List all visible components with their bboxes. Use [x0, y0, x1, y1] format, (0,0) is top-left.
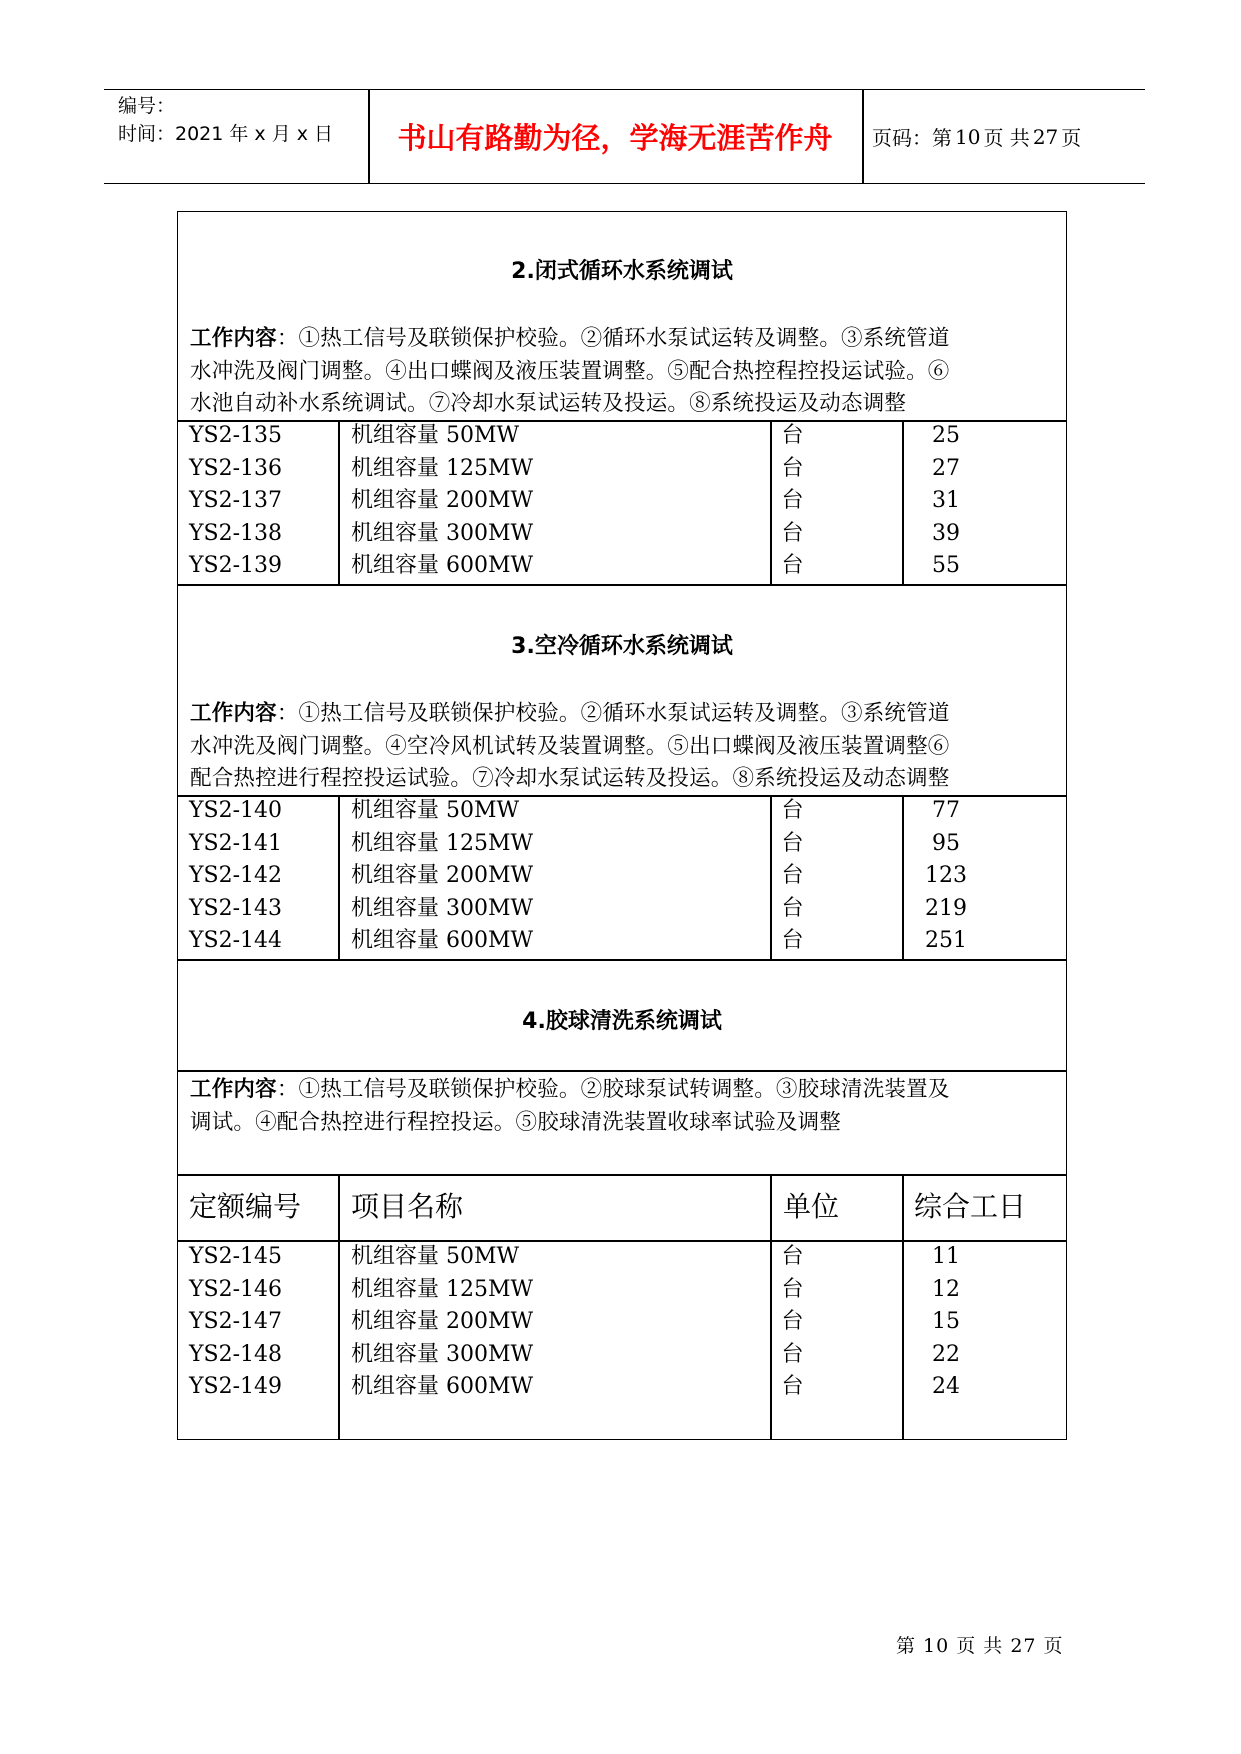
table-row: [178, 860, 1066, 893]
item-name-cell: 机组容量 125MW: [351, 1276, 534, 1302]
workdays-cell: 219: [925, 895, 967, 921]
unit-cell: 台: [781, 928, 804, 954]
quota-code-cell: YS2-135: [189, 423, 283, 448]
table-row: [178, 518, 1066, 551]
item-name-cell: 机组容量 125MW: [351, 455, 534, 481]
table-row: [178, 485, 1066, 518]
workdays-cell: 55: [932, 553, 960, 579]
section-title: 4.胶球清洗系统调试: [522, 1009, 722, 1034]
header-unit: 单位: [783, 1190, 840, 1223]
work-content: [190, 698, 1060, 796]
item-name-cell: 机组容量 200MW: [351, 488, 534, 514]
table-row: [178, 453, 1066, 486]
work-content-line: 工作内容：①热工信号及联锁保护校验。②胶球泵试转调整。③胶球清洗装置及: [190, 1077, 950, 1102]
item-name-cell: 机组容量 600MW: [351, 928, 534, 954]
item-name-cell: 机组容量 50MW: [351, 423, 520, 448]
item-name-cell: 机组容量 600MW: [351, 1374, 534, 1400]
item-name-cell: 机组容量 600MW: [351, 553, 534, 579]
quota-code-cell: YS2-140: [189, 798, 283, 823]
unit-cell: 台: [781, 895, 804, 921]
table-row: [178, 925, 1066, 958]
table-row: [178, 1241, 1066, 1274]
work-content-line: 水池自动补水系统调试。⑦冷却水泵试运转及投运。⑧系统投运及动态调整: [190, 391, 907, 416]
unit-cell: 台: [781, 1309, 804, 1335]
table-header: [178, 1174, 1066, 1240]
table-row: [178, 795, 1066, 828]
row-divider: [178, 584, 1066, 586]
quota-code-cell: YS2-145: [189, 1244, 283, 1269]
row-divider: [178, 1070, 1066, 1072]
unit-cell: 台: [781, 1341, 804, 1367]
unit-cell: 台: [781, 798, 804, 823]
workdays-cell: 12: [932, 1276, 960, 1302]
header-name: 项目名称: [351, 1190, 464, 1223]
workdays-cell: 251: [925, 928, 967, 954]
item-name-cell: 机组容量 300MW: [351, 520, 534, 546]
quota-code-cell: YS2-137: [189, 488, 283, 514]
workdays-cell: 31: [932, 488, 960, 514]
unit-cell: 台: [781, 520, 804, 546]
document-code-label: 编号：: [118, 95, 176, 117]
item-name-cell: 机组容量 50MW: [351, 798, 520, 823]
document-time: 时间：2021 年 x 月 x 日: [118, 123, 334, 145]
work-content-line: 工作内容：①热工信号及联锁保护校验。②循环水泵试运转及调整。③系统管道: [190, 326, 950, 351]
unit-cell: 台: [781, 1244, 804, 1269]
header-meta: [118, 92, 333, 148]
workdays-cell: 11: [932, 1244, 960, 1269]
quota-code-cell: YS2-142: [189, 863, 283, 889]
work-content-label: 工作内容: [190, 1077, 277, 1102]
workdays-cell: 22: [932, 1341, 960, 1367]
item-name-cell: 机组容量 125MW: [351, 830, 534, 856]
unit-cell: 台: [781, 488, 804, 514]
workdays-cell: 15: [932, 1309, 960, 1335]
unit-cell: 台: [781, 553, 804, 579]
item-name-cell: 机组容量 300MW: [351, 895, 534, 921]
table-row: [178, 828, 1066, 861]
page-suffix: 页: [1061, 126, 1082, 150]
quota-code-cell: YS2-141: [189, 830, 283, 856]
quota-table: [177, 211, 1067, 1440]
quota-code-cell: YS2-143: [189, 895, 283, 921]
page-header: [104, 89, 1145, 184]
unit-cell: 台: [781, 1374, 804, 1400]
work-content-label: 工作内容: [190, 701, 277, 726]
quota-code-cell: YS2-144: [189, 928, 283, 954]
workdays-cell: 95: [932, 830, 960, 856]
header-page-number: [872, 90, 1081, 183]
quota-code-cell: YS2-146: [189, 1276, 283, 1302]
workdays-cell: 25: [932, 423, 960, 448]
item-name-cell: 机组容量 200MW: [351, 863, 534, 889]
work-content-label: 工作内容: [190, 326, 277, 351]
table-row: [178, 420, 1066, 453]
quota-code-cell: YS2-147: [189, 1309, 283, 1335]
row-divider: [178, 959, 1066, 961]
page-prefix: 页码：第: [872, 126, 952, 150]
item-name-cell: 机组容量 200MW: [351, 1309, 534, 1335]
quota-code-cell: YS2-139: [189, 553, 283, 579]
workdays-cell: 24: [932, 1374, 960, 1400]
table-row: [178, 1339, 1066, 1372]
table-row: [178, 1371, 1066, 1404]
work-content: [190, 323, 1060, 421]
work-content-line: 调试。④配合热控进行程控投运。⑤胶球清洗装置收球率试验及调整: [190, 1109, 842, 1135]
item-name-cell: 机组容量 50MW: [351, 1244, 520, 1269]
header-motto: 书山有路勤为径，学海无涯苦作舟: [397, 121, 833, 155]
table-row: [178, 1274, 1066, 1307]
unit-cell: 台: [781, 455, 804, 481]
quota-code-cell: YS2-149: [189, 1374, 283, 1400]
header-code: 定额编号: [189, 1190, 302, 1223]
workdays-cell: 27: [932, 455, 960, 481]
page-current: 10: [955, 124, 981, 149]
page-footer: 第 10 页 共 27 页: [896, 1635, 1064, 1657]
table-row: [178, 550, 1066, 583]
unit-cell: 台: [781, 830, 804, 856]
section-title: 2.闭式循环水系统调试: [511, 259, 733, 284]
workdays-cell: 77: [932, 798, 960, 823]
table-row: [178, 893, 1066, 926]
section-title: 3.空冷循环水系统调试: [511, 634, 733, 659]
work-content-line: 水冲洗及阀门调整。④空冷风机试转及装置调整。⑤出口蝶阀及液压装置调整⑥: [190, 733, 950, 759]
work-content: [190, 1074, 1060, 1139]
unit-cell: 台: [781, 423, 804, 448]
unit-cell: 台: [781, 863, 804, 889]
work-content-line: 水冲洗及阀门调整。④出口蝶阀及液压装置调整。⑤配合热控程控投运试验。⑥: [190, 358, 950, 384]
table-row: [178, 1306, 1066, 1339]
item-name-cell: 机组容量 300MW: [351, 1341, 534, 1367]
page-mid: 页 共: [983, 126, 1030, 150]
work-content-line: 配合热控进行程控投运试验。⑦冷却水泵试运转及投运。⑧系统投运及动态调整: [190, 766, 950, 791]
workdays-cell: 123: [925, 863, 967, 889]
quota-code-cell: YS2-136: [189, 455, 283, 481]
page-total: 27: [1032, 124, 1059, 149]
header-divider: [862, 90, 864, 183]
work-content-line: 工作内容：①热工信号及联锁保护校验。②循环水泵试运转及调整。③系统管道: [190, 701, 950, 726]
quota-code-cell: YS2-148: [189, 1341, 283, 1367]
quota-code-cell: YS2-138: [189, 520, 283, 546]
workdays-cell: 39: [932, 520, 960, 546]
header-workdays: 综合工日: [914, 1190, 1027, 1223]
unit-cell: 台: [781, 1276, 804, 1302]
